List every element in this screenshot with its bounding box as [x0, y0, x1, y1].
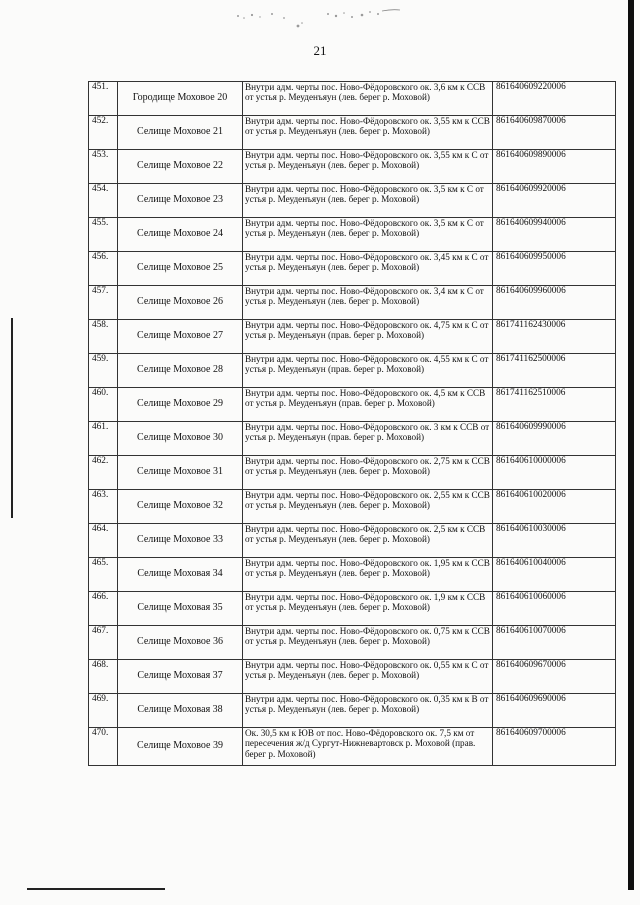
row-number: 452.: [89, 116, 118, 150]
table-row: [89, 218, 616, 252]
table-row: [89, 252, 616, 286]
registry-code: 861640609700006: [493, 728, 616, 766]
site-location: Внутри адм. черты пос. Ново-Фёдоровского ок. 3,5 км к С от устья р. Меуденъяун (лев. берег р. Моховой): [243, 218, 493, 252]
registry-code: 861640609890006: [493, 150, 616, 184]
table-row: [89, 422, 616, 456]
table-row: [89, 660, 616, 694]
site-location: Внутри адм. черты пос. Ново-Фёдоровского ок. 1,95 км к ССВ от устья р. Меуденъяун (лев. берег р. Моховой): [243, 558, 493, 592]
row-number: 459.: [89, 354, 118, 388]
registry-code: 861640609940006: [493, 218, 616, 252]
site-name: Селище Моховая 35: [118, 592, 243, 626]
row-number: 451.: [89, 82, 118, 116]
table-row: [89, 150, 616, 184]
site-location: Внутри адм. черты пос. Ново-Фёдоровского ок. 4,55 км к С от устья р. Меуденъяун (прав. берег р. Моховой): [243, 354, 493, 388]
site-name: Селище Моховое 27: [118, 320, 243, 354]
row-number: 453.: [89, 150, 118, 184]
table-row: [89, 490, 616, 524]
table-row: [89, 456, 616, 490]
registry-code: 861640610040006: [493, 558, 616, 592]
site-name: Селище Моховая 37: [118, 660, 243, 694]
registry-code: 861640610000006: [493, 456, 616, 490]
site-name: Селище Моховое 29: [118, 388, 243, 422]
registry-code: 861741162510006: [493, 388, 616, 422]
table-row: [89, 728, 616, 766]
site-name: Селище Моховое 26: [118, 286, 243, 320]
site-location: Внутри адм. черты пос. Ново-Фёдоровского ок. 3,55 км к ССВ от устья р. Меуденъяун (лев. берег р. Моховой): [243, 116, 493, 150]
site-name: Городище Моховое 20: [118, 82, 243, 116]
row-number: 468.: [89, 660, 118, 694]
site-location: Внутри адм. черты пос. Ново-Фёдоровского ок. 0,35 км к В от устья р. Меуденъяун (лев. берег р. Моховой): [243, 694, 493, 728]
registry-code: 861640609670006: [493, 660, 616, 694]
site-name: Селище Моховое 23: [118, 184, 243, 218]
site-name: Селище Моховое 36: [118, 626, 243, 660]
registry-code: 861640609960006: [493, 286, 616, 320]
site-name: Селище Моховое 25: [118, 252, 243, 286]
table-row: [89, 626, 616, 660]
site-location: Внутри адм. черты пос. Ново-Фёдоровского ок. 0,55 км к С от устья р. Меуденъяун (лев. берег р. Моховой): [243, 660, 493, 694]
registry-code: 861640609920006: [493, 184, 616, 218]
row-number: 454.: [89, 184, 118, 218]
site-location: Внутри адм. черты пос. Ново-Фёдоровского ок. 3 км к ССВ от устья р. Меуденъяун (прав. берег р. Моховой): [243, 422, 493, 456]
site-location: Ок. 30,5 км к ЮВ от пос. Ново-Фёдоровского ок. 7,5 км от пересечения ж/д Сургут-Нижневартовск р. Моховой (прав. берег р. Моховой): [243, 728, 493, 766]
table-row: [89, 320, 616, 354]
row-number: 462.: [89, 456, 118, 490]
scan-edge-right: [628, 0, 634, 890]
row-number: 456.: [89, 252, 118, 286]
registry-code: 861640610030006: [493, 524, 616, 558]
row-number: 465.: [89, 558, 118, 592]
page-number: 21: [313, 43, 327, 58]
row-number: 466.: [89, 592, 118, 626]
site-location: Внутри адм. черты пос. Ново-Фёдоровского ок. 2,75 км к ССВ от устья р. Меуденъяун (лев. берег р. Моховой): [243, 456, 493, 490]
site-name: Селище Моховое 22: [118, 150, 243, 184]
row-number: 470.: [89, 728, 118, 766]
site-location: Внутри адм. черты пос. Ново-Фёдоровского ок. 3,6 км к ССВ от устья р. Меуденъяун (лев. берег р. Моховой): [243, 82, 493, 116]
registry-code: 861741162430006: [493, 320, 616, 354]
site-location: Внутри адм. черты пос. Ново-Фёдоровского ок. 3,4 км к С от устья р. Меуденъяун (лев. берег р. Моховой): [243, 286, 493, 320]
site-location: Внутри адм. черты пос. Ново-Фёдоровского ок. 3,5 км к С от устья р. Меуденъяун (лев. берег р. Моховой): [243, 184, 493, 218]
site-location: Внутри адм. черты пос. Ново-Фёдоровского ок. 4,5 км к ССВ от устья р. Меуденъяун (прав. берег р. Моховой): [243, 388, 493, 422]
site-name: Селище Моховое 24: [118, 218, 243, 252]
bottom-rule: [27, 888, 165, 890]
row-number: 460.: [89, 388, 118, 422]
site-name: Селище Моховое 33: [118, 524, 243, 558]
row-number: 458.: [89, 320, 118, 354]
site-name: Селище Моховое 21: [118, 116, 243, 150]
registry-code: 861640609950006: [493, 252, 616, 286]
table-row: [89, 388, 616, 422]
registry-code: 861640609990006: [493, 422, 616, 456]
table-row: [89, 286, 616, 320]
row-number: 463.: [89, 490, 118, 524]
site-name: Селище Моховое 39: [118, 728, 243, 766]
table-row: [89, 694, 616, 728]
registry-code: 861640610070006: [493, 626, 616, 660]
row-number: 455.: [89, 218, 118, 252]
site-location: Внутри адм. черты пос. Ново-Фёдоровского ок. 2,55 км к ССВ от устья р. Меуденъяун (лев. берег р. Моховой): [243, 490, 493, 524]
site-name: Селище Моховое 32: [118, 490, 243, 524]
site-name: Селище Моховая 34: [118, 558, 243, 592]
site-location: Внутри адм. черты пос. Ново-Фёдоровского ок. 2,5 км к ССВ от устья р. Меуденъяун (лев. берег р. Моховой): [243, 524, 493, 558]
site-name: Селище Моховое 30: [118, 422, 243, 456]
table-row: [89, 524, 616, 558]
row-number: 457.: [89, 286, 118, 320]
monuments-table: [88, 81, 616, 766]
registry-code: 861640609220006: [493, 82, 616, 116]
registry-code: 861640609870006: [493, 116, 616, 150]
row-number: 464.: [89, 524, 118, 558]
table-row: [89, 354, 616, 388]
row-number: 461.: [89, 422, 118, 456]
table-row: [89, 184, 616, 218]
table-row: [89, 116, 616, 150]
site-location: Внутри адм. черты пос. Ново-Фёдоровского ок. 0,75 км к ССВ от устья р. Меуденъяун (лев. берег р. Моховой): [243, 626, 493, 660]
site-location: Внутри адм. черты пос. Ново-Фёдоровского ок. 4,75 км к С от устья р. Меуденъяун (прав. берег р. Моховой): [243, 320, 493, 354]
registry-code: 861741162500006: [493, 354, 616, 388]
site-location: Внутри адм. черты пос. Ново-Фёдоровского ок. 1,9 км к ССВ от устья р. Меуденъяун (лев. берег р. Моховой): [243, 592, 493, 626]
registry-code: 861640610020006: [493, 490, 616, 524]
table-row: [89, 592, 616, 626]
site-name: Селище Моховое 28: [118, 354, 243, 388]
scan-edge-left: [11, 318, 13, 518]
site-name: Селище Моховая 38: [118, 694, 243, 728]
registry-code: 861640609690006: [493, 694, 616, 728]
registry-code: 861640610060006: [493, 592, 616, 626]
site-location: Внутри адм. черты пос. Ново-Фёдоровского ок. 3,55 км к С от устья р. Меуденъяун (лев. берег р. Моховой): [243, 150, 493, 184]
row-number: 467.: [89, 626, 118, 660]
site-location: Внутри адм. черты пос. Ново-Фёдоровского ок. 3,45 км к С от устья р. Меуденъяун (лев. берег р. Моховой): [243, 252, 493, 286]
table-row: [89, 558, 616, 592]
row-number: 469.: [89, 694, 118, 728]
table-row: [89, 82, 616, 116]
scan-noise-mark: [232, 6, 402, 32]
site-name: Селище Моховое 31: [118, 456, 243, 490]
